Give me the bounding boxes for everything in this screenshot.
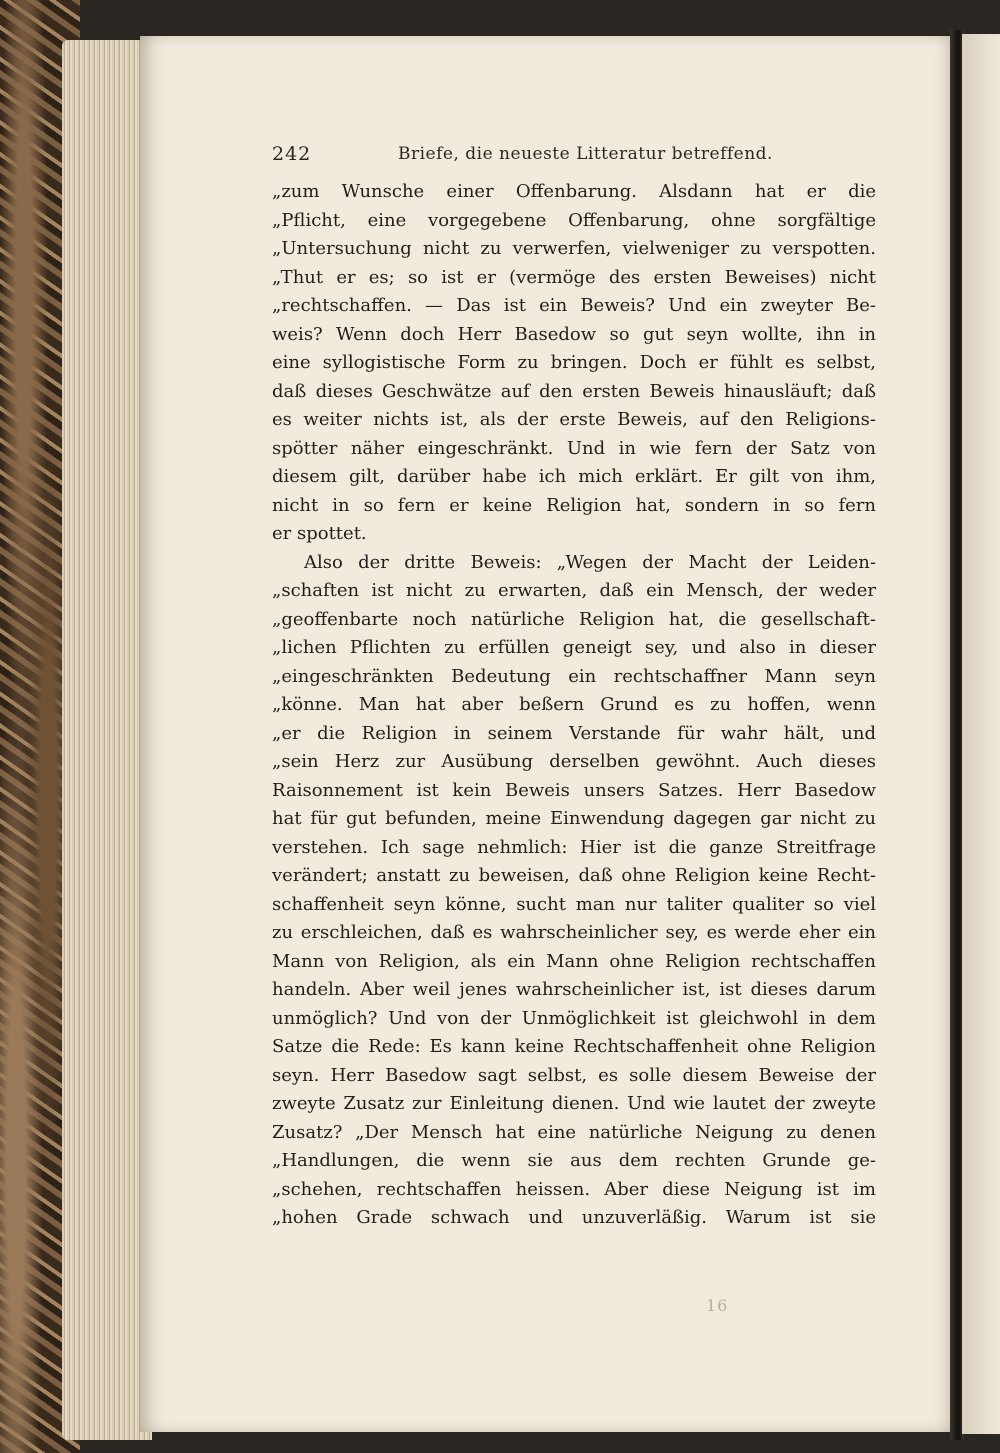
- text-line: verstehen. Ich sage nehmlich: Hier ist die ganze Streitfrage: [272, 836, 876, 858]
- text-line: „Untersuchung nicht zu verwerfen, vielweniger zu verspotten.: [272, 238, 876, 259]
- text-line: daß dieses Geschwätze auf den ersten Beweis hinausläuft; daß: [272, 380, 876, 402]
- text-line: „schaften ist nicht zu erwarten, daß ein Mensch, der weder: [272, 580, 876, 601]
- text-line: „Thut er es; so ist er (vermöge des ersten Beweises) nicht: [272, 266, 876, 288]
- text-line: zweyte Zusatz zur Einleitung dienen. Und wie lautet der zweyte: [272, 1093, 876, 1114]
- body-text: [272, 178, 876, 1233]
- text-line: zu erschleichen, daß es wahrscheinlicher sey, es werde eher ein: [272, 922, 876, 943]
- text-line: es weiter nichts ist, als der erste Beweis, auf den Religions-: [272, 409, 876, 430]
- text-line: spötter näher eingeschränkt. Und in wie fern der Satz von: [272, 437, 876, 459]
- text-line: weis? Wenn doch Herr Basedow so gut seyn wollte, ihn in: [272, 323, 876, 345]
- text-line: er spottet.: [272, 523, 367, 544]
- text-line: „zum Wunsche einer Offenbarung. Alsdann hat er die: [272, 181, 876, 202]
- text-line: handeln. Aber weil jenes wahrscheinlicher ist, ist dieses darum: [272, 979, 876, 1000]
- text-line: Zusatz? „Der Mensch hat eine natürliche Neigung zu denen: [272, 1121, 876, 1143]
- text-line: „könne. Man hat aber beßern Grund es zu hoffen, wenn: [272, 694, 876, 715]
- text-line: Mann von Religion, als ein Mann ohne Religion rechtschaffen: [272, 950, 876, 972]
- text-line: „rechtschaffen. — Das ist ein Beweis? Und ein zweyter Be-: [272, 295, 876, 316]
- text-line: Raisonnement ist kein Beweis unsers Satzes. Herr Basedow: [272, 779, 876, 801]
- text-line: seyn. Herr Basedow sagt selbst, es solle diesem Beweise der: [272, 1064, 876, 1086]
- running-head: Briefe, die neueste Litteratur betreffend.: [398, 144, 773, 164]
- text-line: „Pflicht, eine vorgegebene Offenbarung, ohne sorgfältige: [272, 209, 876, 231]
- text-line: „eingeschränkten Bedeutung ein rechtschaffner Mann seyn: [272, 665, 876, 687]
- text-line: „schehen, rechtschaffen heissen. Aber diese Neigung ist im: [272, 1178, 876, 1200]
- text-line: „sein Herz zur Ausübung derselben gewöhnt. Auch dieses: [272, 751, 876, 772]
- text-line: verändert; anstatt zu beweisen, daß ohne Religion keine Recht-: [272, 865, 876, 886]
- page-edges: [62, 40, 152, 1440]
- text-line: eine syllogistische Form zu bringen. Doch er fühlt es selbst,: [272, 352, 876, 373]
- text-line: Also der dritte Beweis: „Wegen der Macht der Leiden-: [304, 551, 876, 573]
- text-line: hat für gut befunden, meine Einwendung dagegen gar nicht zu: [272, 808, 876, 829]
- page-number: 242: [272, 143, 312, 165]
- text-line: nicht in so fern er keine Religion hat, sondern in so fern: [272, 494, 876, 516]
- faint-signature-mark: 16: [706, 1296, 729, 1315]
- text-line: „Handlungen, die wenn sie aus dem rechten Grunde ge-: [272, 1150, 876, 1171]
- text-line: „geoffenbarte noch natürliche Religion hat, die gesellschaft-: [272, 608, 876, 630]
- text-line: schaffenheit seyn könne, sucht man nur taliter qualiter so viel: [272, 893, 876, 915]
- text-line: Satze die Rede: Es kann keine Rechtschaffenheit ohne Religion: [272, 1036, 876, 1057]
- facing-page-edge: [962, 34, 1000, 1434]
- text-line: „lichen Pflichten zu erfüllen geneigt sey, und also in dieser: [272, 637, 876, 658]
- text-line: „hohen Grade schwach und unzuverläßig. Warum ist sie: [272, 1207, 876, 1228]
- text-line: unmöglich? Und von der Unmöglichkeit ist gleichwohl in dem: [272, 1007, 876, 1029]
- text-line: „er die Religion in seinem Verstande für wahr hält, und: [272, 722, 876, 744]
- page-header: [272, 143, 874, 171]
- text-line: diesem gilt, darüber habe ich mich erklärt. Er gilt von ihm,: [272, 466, 876, 487]
